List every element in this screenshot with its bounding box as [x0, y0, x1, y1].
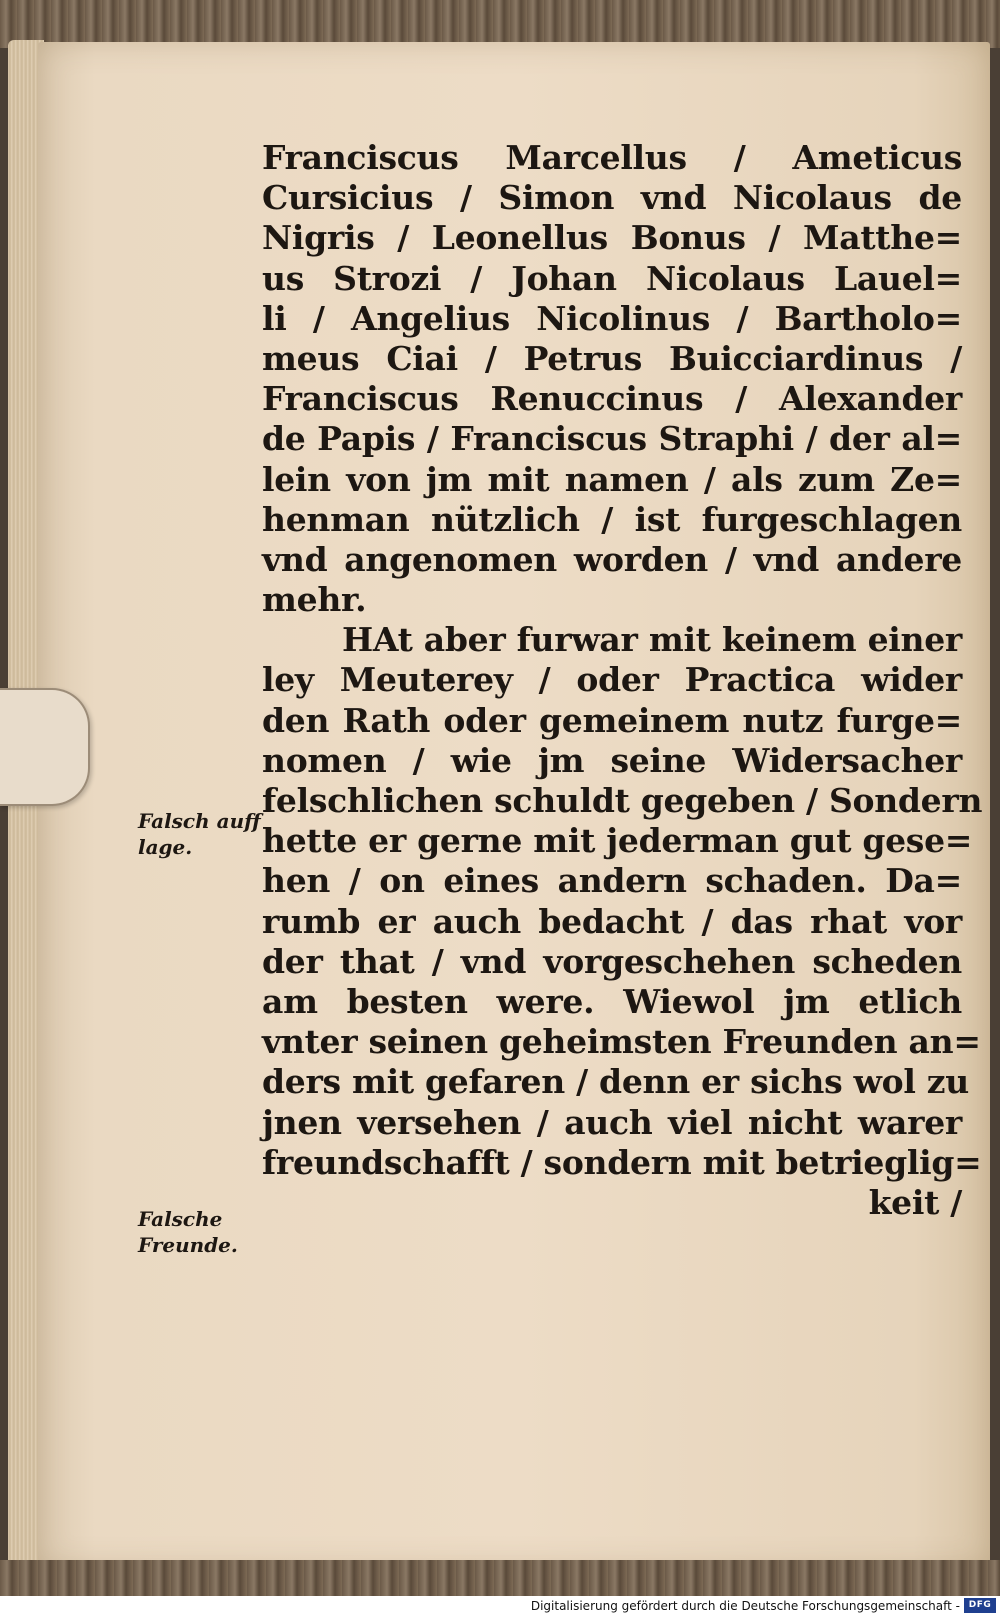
text-line: Cursicius / Simon vnd Nicolaus de: [262, 178, 962, 218]
margin-note-line: Falsch auff: [138, 809, 261, 833]
text-line: freundschafft / sondern mit betrieglig=: [262, 1142, 982, 1182]
text-line: den Rath oder gemeinem nutz furge=: [262, 700, 962, 740]
margin-note-line: Falsche: [138, 1207, 223, 1231]
text-line: ley Meuterey / oder Practica wider: [262, 660, 962, 700]
text-line: henman nützlich / ist furgeschlagen: [262, 499, 962, 539]
text-line: Franciscus Renuccinus / Alexander: [262, 379, 962, 419]
text-line: hen / on eines andern schaden. Da=: [262, 861, 962, 901]
text-line: de Papis / Franciscus Straphi / der al=: [262, 419, 962, 459]
digitization-footer: [0, 1596, 1000, 1618]
text-line: hette er gerne mit jederman gut gese=: [262, 821, 973, 861]
text-line: vnter seinen geheimsten Freunden an=: [262, 1022, 981, 1062]
text-line: rumb er auch bedacht / das rhat vor: [262, 901, 962, 941]
text-line: jnen versehen / auch viel nicht warer: [262, 1102, 962, 1142]
text-line: ders mit gefaren / denn er sichs wol zu: [262, 1062, 969, 1102]
paragraph-start-line: HAt aber furwar mit keinem einer: [342, 620, 962, 660]
text-line: meus Ciai / Petrus Buicciardinus /: [262, 338, 962, 378]
text-line: Franciscus Marcellus / Ameticus: [262, 138, 962, 177]
text-line: der that / vnd vorgeschehen scheden: [262, 941, 962, 981]
text-line: lein von jm mit namen / als zum Ze=: [262, 459, 962, 499]
footer-credit-text: Digitalisierung gefördert durch die Deutsche Forschungsgemeinschaft -: [530, 1599, 960, 1613]
dfg-logo: DFG: [964, 1598, 996, 1613]
text-line: vnd angenomen worden / vnd andere: [262, 539, 962, 579]
text-line: Nigris / Leonellus Bonus / Matthe=: [262, 218, 962, 258]
text-line: us Strozi / Johan Nicolaus Lauel=: [262, 258, 962, 298]
bookmark-tab: [0, 688, 90, 806]
text-line: li / Angelius Nicolinus / Bartholo=: [262, 298, 962, 338]
margin-note-falsche-freunde: [138, 1206, 268, 1258]
text-line: felschlichen schuldt gegeben / Sondern: [262, 781, 983, 820]
margin-note-line: lage.: [138, 835, 193, 859]
text-line: mehr.: [262, 580, 367, 620]
margin-note-falsch-auflage: [138, 808, 268, 860]
margin-note-line: Freunde.: [138, 1233, 238, 1257]
main-text-block: [262, 138, 983, 1223]
text-line: nomen / wie jm seine Widersacher: [262, 740, 962, 780]
text-line: am besten were. Wiewol jm etlich: [262, 981, 962, 1021]
book-cover-bottom-edge: [0, 1560, 1000, 1596]
catchword: keit /: [868, 1182, 962, 1222]
book-cover-top-edge: [0, 0, 1000, 48]
